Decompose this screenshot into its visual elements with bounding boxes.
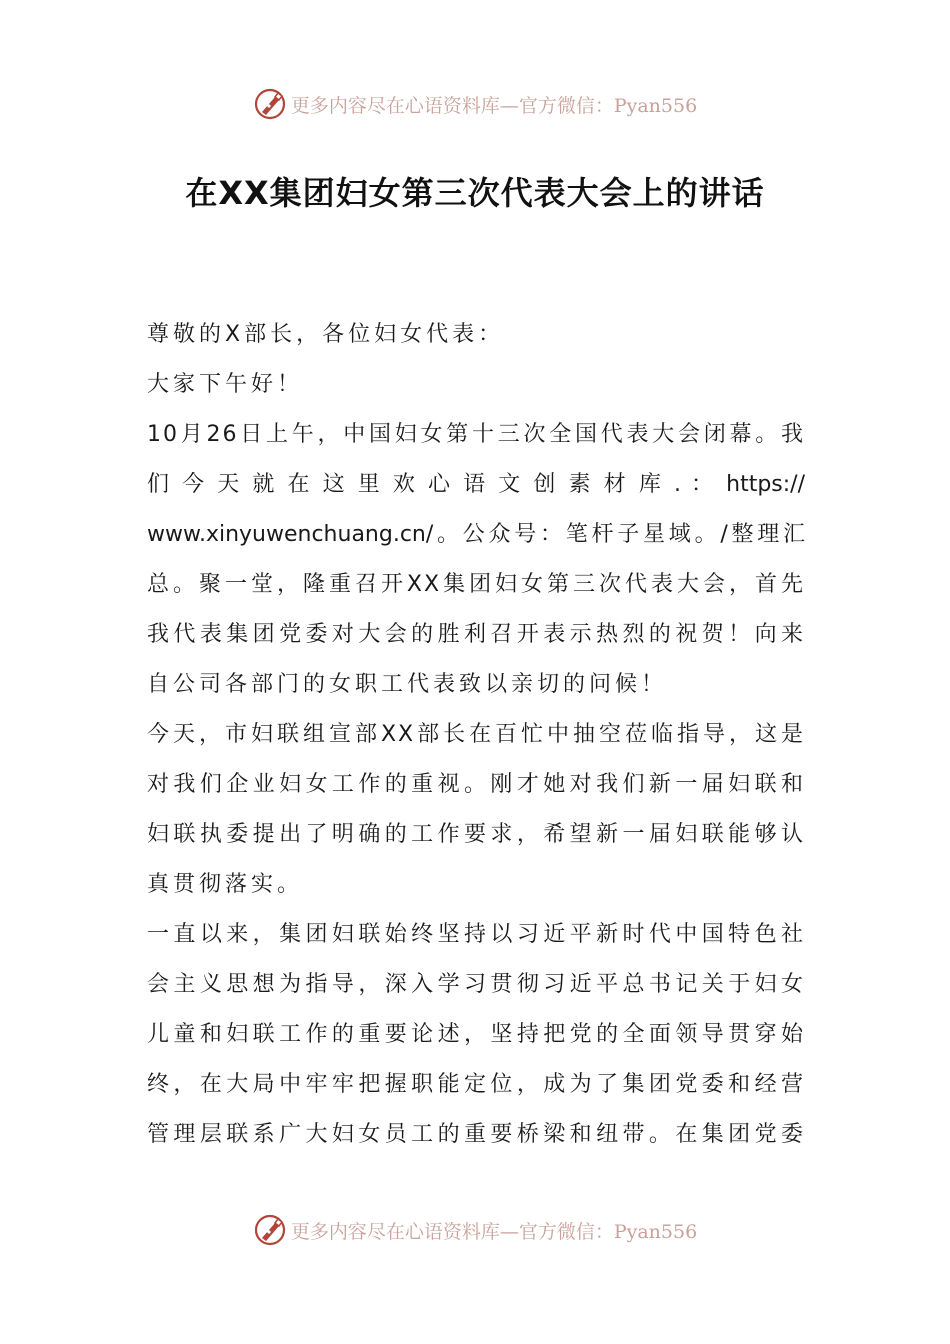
body-line: 今天，市妇联组宣部XX部长在百忙中抽空莅临指导，这是 xyxy=(147,722,805,747)
body-line: 会主义思想为指导，深入学习贯彻习近平总书记关于妇女 xyxy=(147,972,805,997)
body-line: 对我们企业妇女工作的重视。刚才她对我们新一届妇联和 xyxy=(147,772,805,797)
pen-nib-circle-icon xyxy=(253,1213,287,1247)
body-line: www.xinyuwenchuang.cn/。公众号：笔杆子星域。/整理汇 xyxy=(147,522,805,547)
header-watermark xyxy=(0,84,950,124)
body-line: 终，在大局中牢牢把握职能定位，成为了集团党委和经营 xyxy=(147,1072,805,1097)
body-line: 一直以来，集团妇联始终坚持以习近平新时代中国特色社 xyxy=(147,922,805,947)
watermark-text: 更多内容尽在心语资料库—官方微信：Pyan556 xyxy=(290,94,698,117)
body-line: 自公司各部门的女职工代表致以亲切的问候！ xyxy=(147,672,668,697)
footer-watermark xyxy=(0,1210,950,1250)
body-line: 儿童和妇联工作的重要论述，坚持把党的全面领导贯穿始 xyxy=(147,1022,805,1047)
document-body xyxy=(147,310,805,1160)
body-line: 10月26日上午，中国妇女第十三次全国代表大会闭幕。我 xyxy=(147,422,805,447)
body-line: 真贯彻落实。 xyxy=(147,872,304,897)
body-line: 总。聚一堂，隆重召开XX集团妇女第三次代表大会，首先 xyxy=(147,572,805,597)
pen-nib-circle-icon xyxy=(253,87,287,121)
greeting: 大家下午好！ xyxy=(147,372,304,397)
body-line: 我代表集团党委对大会的胜利召开表示热烈的祝贺！向来 xyxy=(147,622,805,647)
body-line: 管理层联系广大妇女员工的重要桥梁和纽带。在集团党委 xyxy=(147,1122,805,1147)
body-line: 们 今 天 就 在 这 里 欢 心 语 文 创 素 材 库 . ： https:// xyxy=(147,472,805,497)
salutation: 尊敬的X部长，各位妇女代表： xyxy=(147,322,505,347)
watermark-text: 更多内容尽在心语资料库—官方微信：Pyan556 xyxy=(290,1220,698,1243)
document-title: 在XX集团妇女第三次代表大会上的讲话 xyxy=(185,174,765,212)
body-line: 妇联执委提出了明确的工作要求，希望新一届妇联能够认 xyxy=(147,822,805,847)
